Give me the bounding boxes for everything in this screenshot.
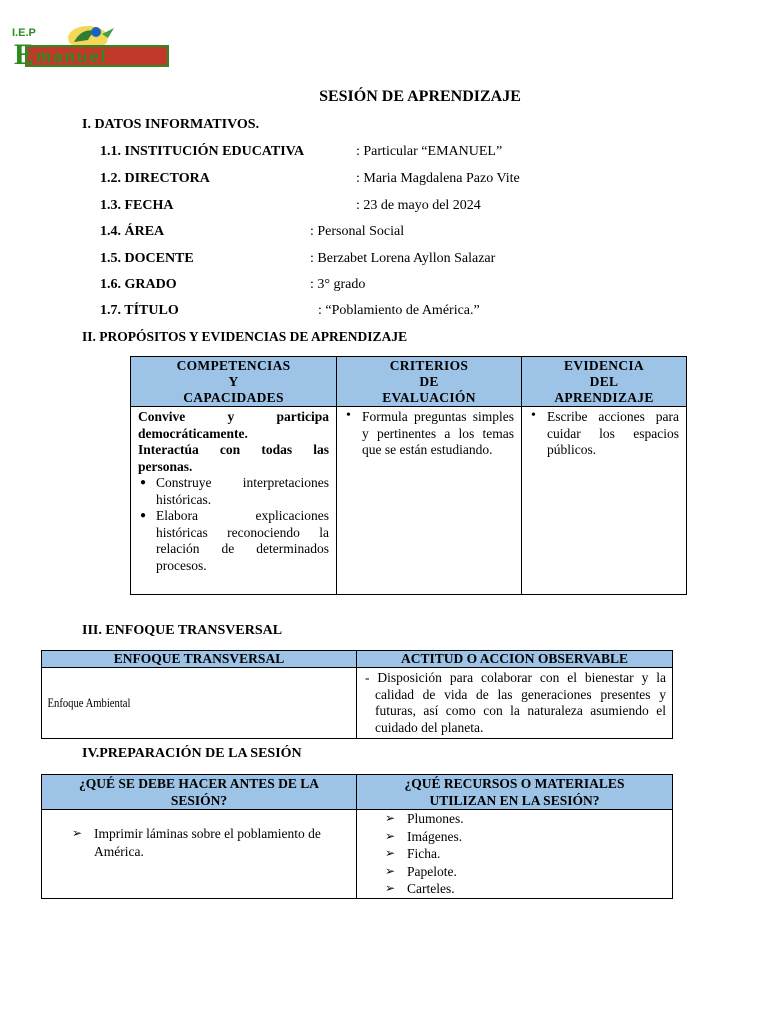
capacidad-item: ● Construye interpretaciones históricas. — [138, 475, 329, 508]
info-row-docente — [100, 251, 700, 271]
header-line: Y — [228, 374, 239, 389]
info-label: 1.5. DOCENTE — [100, 251, 194, 266]
header-line: CAPACIDADES — [183, 390, 284, 405]
info-label: 1.6. GRADO — [100, 277, 177, 292]
header-evidencia — [522, 357, 687, 407]
competencias-cell — [131, 407, 337, 595]
info-row-fecha — [100, 198, 700, 218]
header-line: EVALUACIÓN — [382, 390, 476, 405]
info-row-institucion — [100, 144, 700, 164]
section-enfoque-heading: III. ENFOQUE TRANSVERSAL — [82, 623, 283, 638]
recurso-item: ➢ Imágenes. — [383, 828, 666, 846]
section-propositos-heading: II. PROPÓSITOS Y EVIDENCIAS DE APRENDIZAJE — [82, 329, 408, 344]
header-line: APRENDIZAJE — [554, 390, 654, 405]
svg-text:manuel: manuel — [36, 47, 108, 66]
recurso-item: ➢ Carteles. — [383, 880, 666, 898]
info-value: : Particular “EMANUEL” — [356, 144, 503, 159]
header-recursos: ¿QUÉ RECURSOS O MATERIALES UTILIZAN EN LA SESIÓN? — [357, 775, 673, 810]
header-criterios — [337, 357, 522, 407]
recurso-item: ➢ Papelote. — [383, 863, 666, 881]
header-antes: ¿QUÉ SE DEBE HACER ANTES DE LA SESIÓN? — [42, 775, 357, 810]
evidencia-item: • Escribe acciones para cuidar los espacios públicos. — [529, 409, 679, 459]
info-value: : Personal Social — [310, 224, 405, 239]
header-line: COMPETENCIAS — [176, 358, 291, 373]
header-competencias — [131, 357, 337, 407]
section-datos-heading: I. DATOS INFORMATIVOS. — [82, 117, 260, 132]
capacidad-text-line1: Interactúa con todas las — [138, 442, 329, 457]
recurso-item: ➢ Ficha. — [383, 845, 666, 863]
info-label: 1.4. ÁREA — [100, 224, 165, 239]
info-value: : Berzabet Lorena Ayllon Salazar — [310, 251, 496, 266]
competencia-text-line2: democráticamente. — [138, 425, 248, 441]
section-preparacion-heading: IV.PREPARACIÓN DE LA SESIÓN — [82, 746, 302, 761]
info-label: 1.7. TÍTULO — [100, 303, 179, 318]
recursos-cell — [357, 810, 673, 899]
info-value: : 23 de mayo del 2024 — [356, 198, 481, 213]
criterios-cell — [337, 407, 522, 595]
info-label: 1.2. DIRECTORA — [100, 171, 210, 186]
capacidad-text-line2: personas. — [138, 458, 193, 474]
criterio-item: • Formula preguntas simples y pertinentes a los temas que se están estudiando. — [344, 409, 514, 459]
info-value: : Maria Magdalena Pazo Vite — [356, 171, 520, 186]
info-row-directora — [100, 171, 700, 191]
school-logo — [10, 22, 170, 68]
info-label: 1.3. FECHA — [100, 198, 174, 213]
header-line: EVIDENCIA — [564, 358, 644, 373]
antes-item: ➢ Imprimir láminas sobre el poblamiento de América. — [70, 825, 338, 860]
svg-text:E: E — [14, 38, 35, 68]
header-enfoque: ENFOQUE TRANSVERSAL — [42, 651, 357, 668]
header-line: DE — [419, 374, 439, 389]
header-line: CRITERIOS — [389, 358, 469, 373]
enfoque-table — [41, 650, 673, 739]
capacidad-item: ● Elabora explicaciones históricas reconociendo la relación de determinados procesos. — [138, 508, 329, 574]
header-line: DEL — [589, 374, 619, 389]
info-row-area — [100, 224, 700, 244]
header-actitud: ACTITUD O ACCION OBSERVABLE — [357, 651, 673, 668]
evidencias-cell — [522, 407, 687, 595]
preparacion-table — [41, 774, 673, 899]
actitud-cell — [357, 668, 673, 739]
info-row-grado — [100, 277, 700, 297]
info-value: : “Poblamiento de América.” — [318, 303, 480, 318]
info-row-titulo — [100, 303, 700, 323]
competencia-text-line1: Convive y participa — [138, 409, 329, 424]
page-title: SESIÓN DE APRENDIZAJE — [319, 88, 521, 105]
logo-top-text: I.E.P — [12, 27, 36, 39]
antes-cell — [42, 810, 357, 899]
info-value: : 3° grado — [310, 277, 366, 292]
info-label: 1.1. INSTITUCIÓN EDUCATIVA — [100, 144, 305, 159]
enfoque-cell: Enfoque Ambiental — [42, 668, 310, 739]
actitud-text: - Disposición para colaborar con el bienestar y la calidad de vida de las generaciones presentes y futuras, así como con la naturaleza asumiendo el cuidado del planeta. — [365, 670, 666, 735]
propositos-table — [130, 356, 687, 595]
recurso-item: ➢ Plumones. — [383, 810, 666, 828]
